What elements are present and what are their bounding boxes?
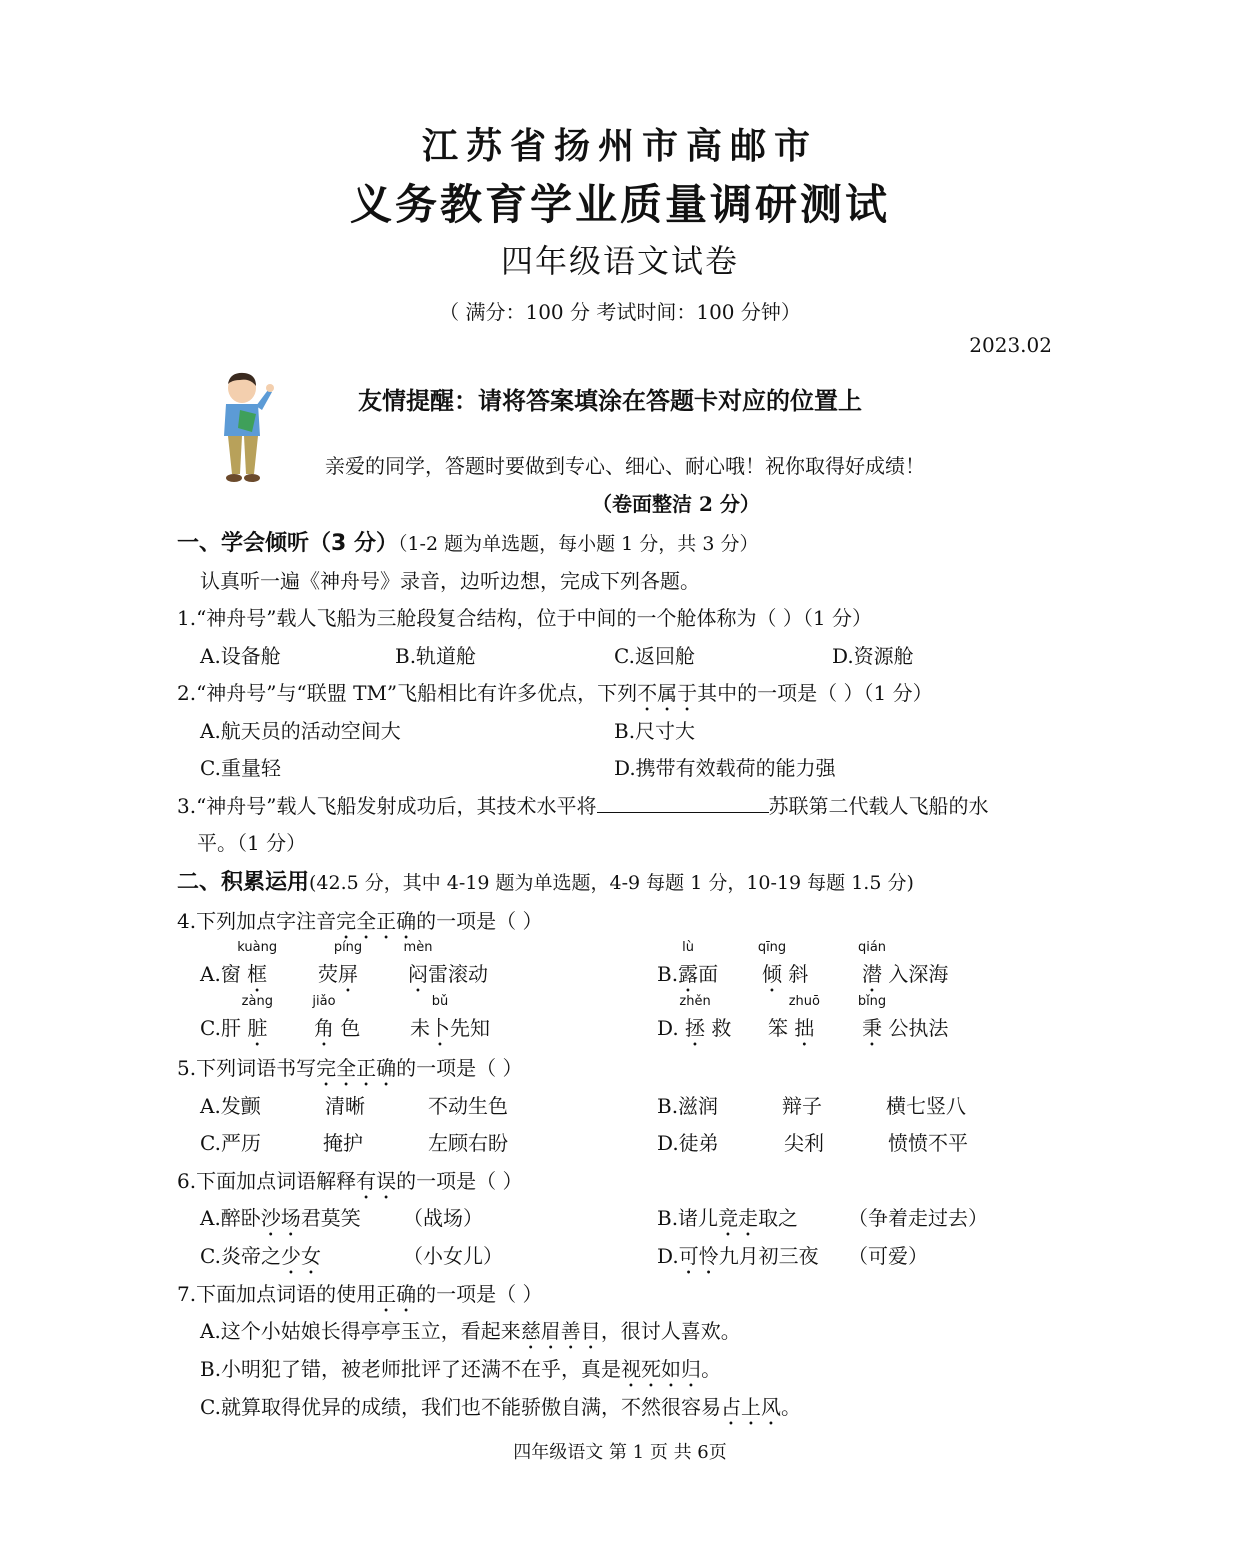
q5-option-a-1: A.发颤 (200, 1094, 261, 1118)
q4-option-d-word2 (768, 994, 820, 1051)
q6-option-a-expl: （战场） (403, 1206, 483, 1230)
option-text: C.就算取得优异的成绩，我们也不能骄傲自满，不然很容易 (200, 1395, 721, 1419)
q5-option-b-1: B.滋润 (657, 1094, 719, 1118)
boy-illustration (212, 370, 282, 485)
q7-option-b (200, 1353, 721, 1392)
pinyin: mèn (403, 940, 433, 955)
word-char: 肝 (220, 1016, 241, 1040)
q7-option-a (200, 1315, 741, 1354)
pinyin: zhěn (679, 994, 711, 1009)
pinyin: bǔ (431, 994, 449, 1009)
pinyin: lù (682, 940, 694, 955)
score-time-info: （ 满分：100 分 考试时间：100 分钟） (439, 300, 801, 324)
q7-stem-part: 7.下面加点词语的使用 (177, 1282, 377, 1306)
q2-option-b: B.尺寸大 (614, 719, 696, 743)
dotted-word: 可怜 (678, 1244, 719, 1268)
q2-option-c: C.重量轻 (200, 756, 281, 780)
q1-option-d: D.资源舱 (832, 644, 914, 668)
q4-option-b-word2 (757, 940, 809, 997)
q7-stem (177, 1278, 542, 1317)
dotted-word: 占上风 (720, 1395, 781, 1419)
q4-stem (177, 905, 542, 944)
q6-option-b-expl: （争着走过去） (848, 1206, 988, 1230)
dotted-char: 露 (678, 962, 699, 986)
option-text: 九月初三夜 (718, 1244, 819, 1268)
dotted-word: 少女 (280, 1244, 321, 1268)
q2-stem-part: 其中的一项是（ ）（1 分） (697, 681, 933, 705)
q1-option-a: A.设备舱 (200, 644, 281, 668)
pinyin: zhuō (788, 994, 820, 1009)
q5-emphasis: 完全正确 (316, 1056, 397, 1080)
pinyin: kuàng (237, 940, 278, 955)
word-char: 先知 (450, 1016, 490, 1040)
option-text: A.这个小姑娘长得亭亭玉立，看起来 (200, 1319, 521, 1343)
q5-option-c-3: 左顾右盼 (428, 1131, 508, 1155)
q2-stem-part: 2.“神舟号”与“联盟 TM”飞船相比有许多优点，下列 (177, 681, 638, 705)
neatness-score: （卷面整洁 2 分） (592, 492, 760, 516)
dotted-char: 框 (247, 962, 268, 986)
option-text: B.小明犯了错，被老师批评了还满不在乎，真是 (200, 1357, 622, 1381)
exam-date: 2023.02 (969, 333, 1052, 357)
word-char: 笨 (768, 1016, 788, 1040)
section2-title: 二、积累运用 (177, 870, 310, 895)
q4-option-a-word3 (403, 940, 488, 997)
q5-stem-part: 5.下列词语书写 (177, 1056, 317, 1080)
q5-option-b-2: 辩子 (782, 1094, 822, 1118)
word-char: 救 (711, 1016, 732, 1040)
option-text: B.诸儿 (657, 1206, 719, 1230)
word-char: 窗 (220, 962, 241, 986)
option-text: 。 (701, 1357, 722, 1381)
pinyin: qián (857, 940, 887, 955)
section2-heading (177, 865, 914, 896)
q2-stem (177, 677, 933, 716)
q2-option-a: A.航天员的活动空间大 (200, 719, 401, 743)
q4-option-b-word3 (857, 940, 949, 997)
word-char: 公执法 (888, 1016, 949, 1040)
section1-title: 一、学会倾听（3 分） (177, 531, 398, 556)
section2-note: (42.5 分，其中 4-19 题为单选题，4-9 每题 1 分，10-19 每题 1.5 分) (309, 872, 914, 894)
option-label: B. (657, 962, 679, 986)
pinyin: qīng (757, 940, 787, 955)
q1-stem: 1.“神舟号”载人飞船为三舱段复合结构，位于中间的一个舱体称为（ ）（1 分） (177, 606, 872, 630)
page-footer: 四年级语文 第 1 页 共 6页 (513, 1442, 727, 1463)
dotted-word: 竞走 (718, 1206, 759, 1230)
dotted-word: 慈眉善目 (520, 1319, 601, 1343)
q6-option-c-expl: （小女儿） (403, 1244, 503, 1268)
greeting-text: 亲爱的同学，答题时要做到专心、细心、耐心哦！祝你取得好成绩！ (325, 454, 925, 478)
exam-main-title: 义务教育学业质量调研测试 (349, 180, 890, 229)
q4-option-a (200, 940, 278, 997)
q2-emphasis: 不属于 (637, 681, 698, 705)
option-label: A. (200, 962, 221, 986)
q5-option-d-3: 愤愤不平 (888, 1131, 968, 1155)
q4-option-d (657, 994, 732, 1051)
option-text: 。 (780, 1395, 801, 1419)
word-char: 色 (340, 1016, 361, 1040)
q5-stem-part: 的一项是（ ） (396, 1056, 523, 1080)
section1-intro: 认真听一遍《神舟号》录音，边听边想，完成下列各题。 (200, 569, 700, 593)
section1-heading (177, 526, 758, 557)
q7-option-c (200, 1391, 801, 1430)
option-label: C. (200, 1016, 221, 1040)
dotted-word: 沙场 (260, 1206, 301, 1230)
q5-option-b-3: 横七竖八 (886, 1094, 966, 1118)
q5-option-d-1: D.徒弟 (657, 1131, 719, 1155)
q6-stem-part: 6.下面加点词语解释 (177, 1169, 357, 1193)
option-text: A.醉卧 (200, 1206, 261, 1230)
q4-option-a-word2 (318, 940, 363, 997)
dotted-char: 屏 (338, 962, 358, 986)
word-char: 面 (698, 962, 719, 986)
word-char: 未 (410, 1016, 430, 1040)
q3-blank (597, 794, 769, 813)
pinyin: bǐng (857, 994, 887, 1009)
q7-emphasis: 正确 (376, 1282, 417, 1306)
q2-option-d: D.携带有效载荷的能力强 (614, 756, 836, 780)
q6-emphasis: 有误 (356, 1169, 397, 1193)
q5-option-d-2: 尖利 (784, 1131, 824, 1155)
word-char: 雷滚动 (428, 962, 488, 986)
dotted-char: 秉 (862, 1016, 882, 1040)
pinyin: píng (333, 940, 363, 955)
dotted-char: 脏 (247, 1016, 268, 1040)
pinyin: jiǎo (312, 994, 336, 1009)
word-char: 荧 (318, 962, 338, 986)
dotted-char: 拙 (794, 1016, 815, 1040)
q5-option-c-1: C.严历 (200, 1131, 261, 1155)
q5-option-a-2: 清晰 (325, 1094, 365, 1118)
q3-stem-part: 苏联第二代载人飞船的水 (768, 794, 989, 818)
q4-stem-part: 4.下列加点字注音 (177, 909, 337, 933)
section1-note: （1-2 题为单选题，每小题 1 分，共 3 分） (397, 533, 759, 555)
q1-option-c: C.返回舱 (614, 644, 695, 668)
q4-emphasis: 完全正确 (336, 909, 417, 933)
option-text: 君莫笑 (300, 1206, 361, 1230)
dotted-char: 闷 (408, 962, 428, 986)
q6-option-c (200, 1240, 321, 1279)
q6-option-b (657, 1202, 798, 1241)
word-char: 斜 (788, 962, 809, 986)
q4-stem-part: 的一项是（ ） (416, 909, 543, 933)
q3-stem-part: 3.“神舟号”载人飞船发射成功后，其技术水平将 (177, 794, 597, 818)
dotted-char: 卜 (430, 1016, 450, 1040)
option-text: D. (657, 1244, 679, 1268)
q3-stem-cont: 平。（1 分） (197, 831, 307, 855)
word-char: 入深海 (888, 962, 949, 986)
q4-option-c-word2 (312, 994, 361, 1051)
dotted-char: 角 (314, 1016, 334, 1040)
q4-option-c (200, 994, 273, 1051)
exam-region-title: 江苏省扬州市高邮市 (421, 125, 818, 167)
option-text: C.炎帝之 (200, 1244, 281, 1268)
q5-option-a-3: 不动生色 (428, 1094, 508, 1118)
q6-option-d-expl: （可爱） (848, 1244, 928, 1268)
exam-subject-title: 四年级语文试卷 (500, 242, 739, 280)
q6-option-d (657, 1240, 819, 1279)
dotted-char: 倾 (762, 962, 782, 986)
option-text: ，很讨人喜欢。 (600, 1319, 741, 1343)
dotted-word: 视死如归 (621, 1357, 702, 1381)
q7-stem-part: 的一项是（ ） (416, 1282, 543, 1306)
q6-stem-part: 的一项是（ ） (396, 1169, 523, 1193)
option-text: 取之 (758, 1206, 799, 1230)
q5-option-c-2: 掩护 (323, 1131, 363, 1155)
q6-option-a (200, 1202, 361, 1241)
q4-option-c-word3 (410, 994, 490, 1051)
q4-option-d-word3 (857, 994, 949, 1051)
option-label: D. (657, 1016, 679, 1040)
q5-stem (177, 1052, 522, 1091)
q3-stem (177, 790, 989, 819)
q6-stem (177, 1165, 522, 1204)
q4-option-b (657, 940, 719, 997)
q1-option-b: B.轨道舱 (395, 644, 477, 668)
dotted-char: 潜 (862, 962, 882, 986)
dotted-char: 拯 (685, 1016, 706, 1040)
answer-card-reminder: 友情提醒：请将答案填涂在答题卡对应的位置上 (358, 387, 862, 415)
pinyin: zàng (241, 994, 273, 1009)
